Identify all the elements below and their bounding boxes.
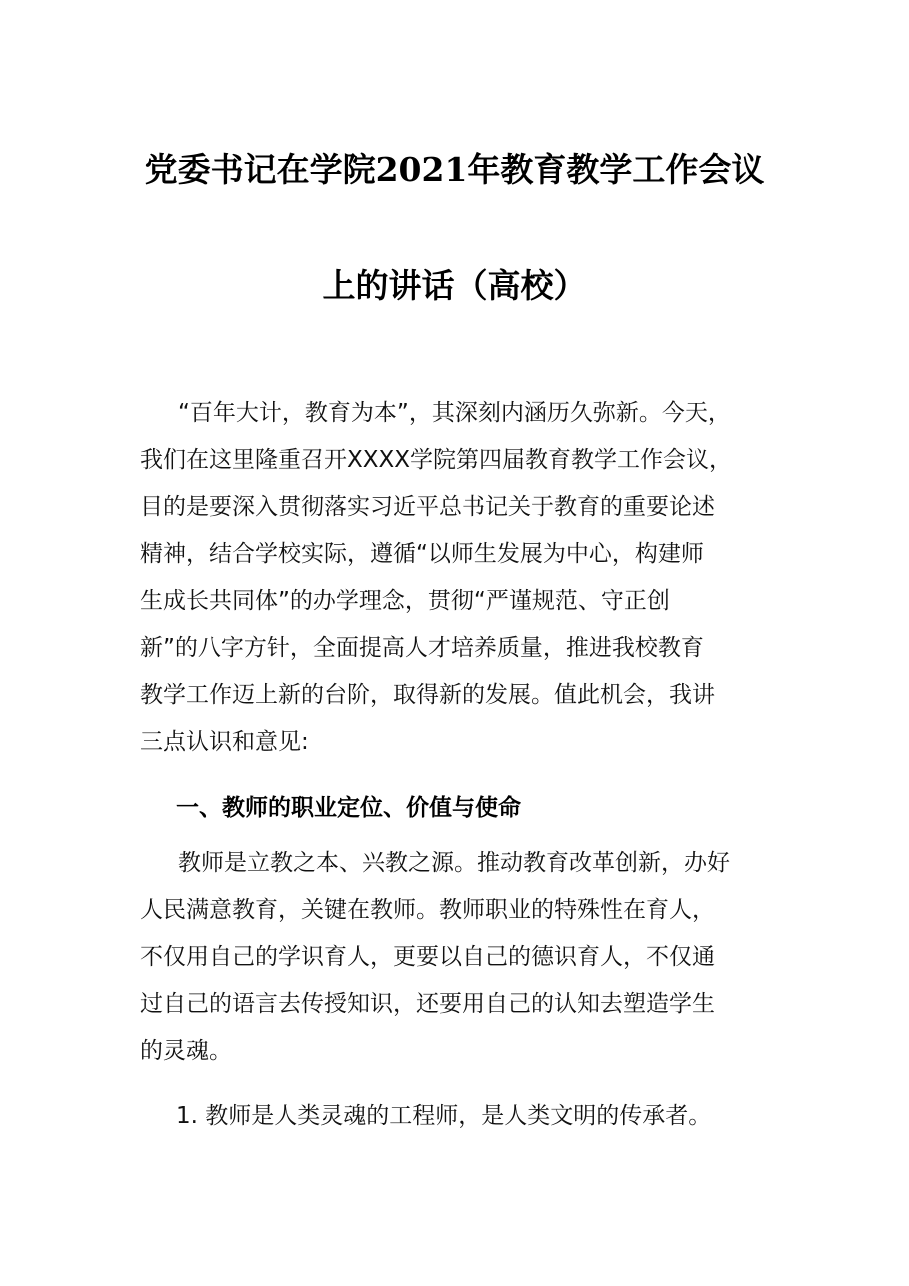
paragraph-line: 的灵魂。 <box>140 1038 232 1064</box>
paragraph-line: 教学工作迈上新的台阶，取得新的发展。值此机会，我讲 <box>140 682 715 708</box>
paragraph-line: 教师是立教之本、兴教之源。推动教育改革创新，办好 <box>178 850 730 876</box>
document-title-line-2: 上的讲话（高校） <box>322 266 587 305</box>
paragraph-line: 精神，结合学校实际，遵循“以师生发展为中心，构建师 <box>140 541 704 567</box>
paragraph-line: 新”的八字方针，全面提高人才培养质量，推进我校教育 <box>140 635 704 661</box>
paragraph-line: 人民满意教育，关键在教师。教师职业的特殊性在育人， <box>140 897 715 923</box>
intro-paragraph <box>140 390 790 766</box>
paragraph-line: 我们在这里隆重召开XXXX学院第四届教育教学工作会议， <box>140 447 733 473</box>
paragraph-line: 目的是要深入贯彻落实习近平总书记关于教育的重要论述 <box>140 494 715 520</box>
section-paragraph <box>140 840 790 1075</box>
paragraph-line: 三点认识和意见: <box>140 729 309 755</box>
numbered-item: 1. 教师是人类灵魂的工程师，是人类文明的传承者。 <box>176 1103 712 1129</box>
document-title-line-1: 党委书记在学院2021年教育教学工作会议 <box>144 150 765 189</box>
section-heading: 一、教师的职业定位、价值与使命 <box>176 795 521 821</box>
paragraph-line: 过自己的语言去传授知识，还要用自己的认知去塑造学生 <box>140 991 715 1017</box>
paragraph-line: 生成长共同体”的办学理念，贯彻“严谨规范、守正创 <box>140 588 670 614</box>
paragraph-line: “百年大计，教育为本”，其深刻内涵历久弥新。今天， <box>178 400 731 426</box>
paragraph-line: 不仅用自己的学识育人，更要以自己的德识育人，不仅通 <box>140 944 715 970</box>
